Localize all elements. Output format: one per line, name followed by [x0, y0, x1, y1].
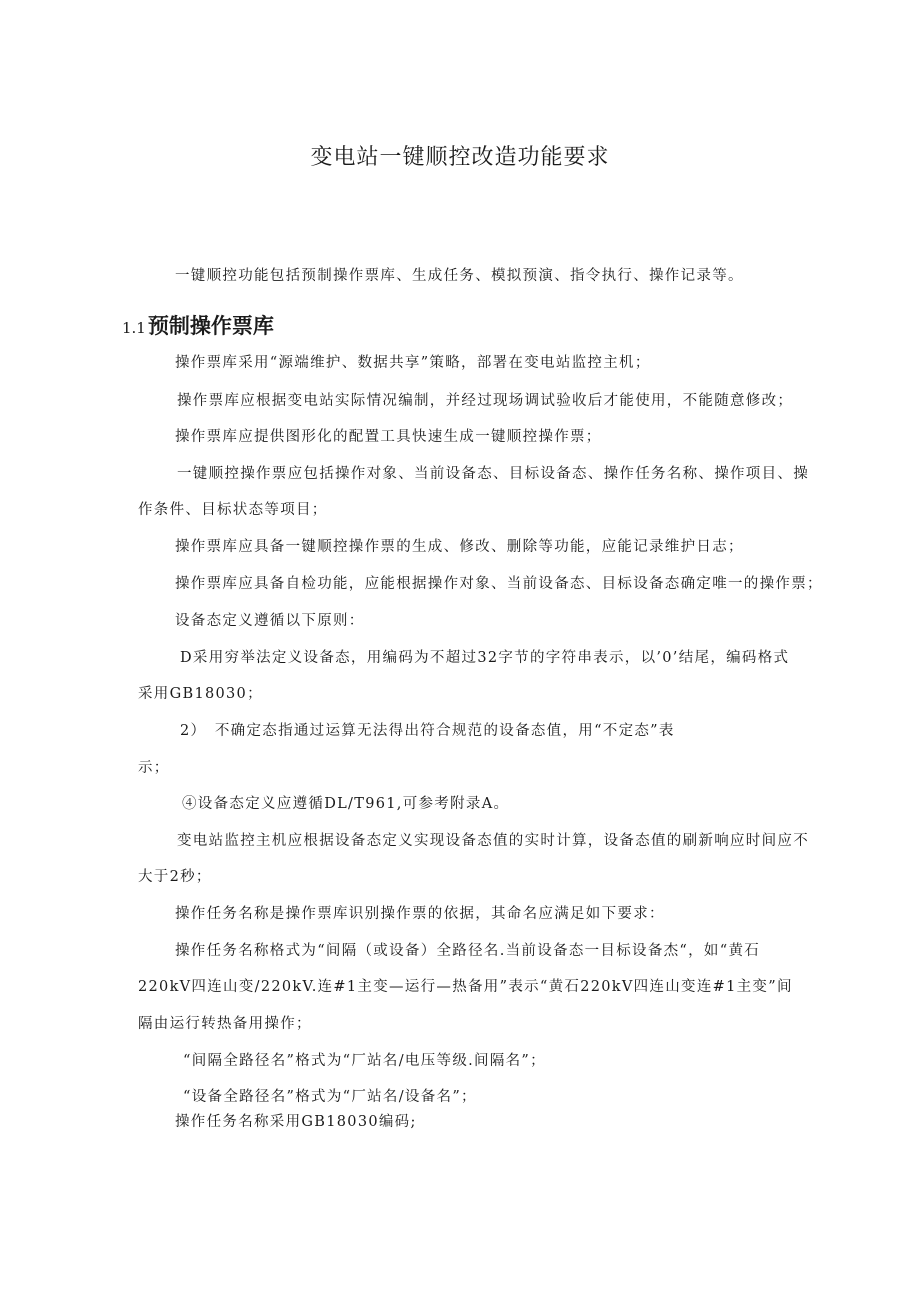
section-title: 预制操作票库: [147, 314, 274, 338]
body-line: 设备态定义遵循以下原则：: [175, 613, 365, 629]
body-line: 操作票库采用“源端维护、数据共享”策略，部署在变电站监控主机；: [175, 355, 651, 371]
body-line: 隔由运行转热备用操作；: [138, 1016, 312, 1032]
body-line: 作条件、目标状态等项目；: [138, 502, 328, 518]
body-line: 操作票库应具备一键顺控操作票的生成、修改、删除等功能，应能记录维护日志；: [175, 539, 744, 555]
body-line: 操作任务名称是操作票库识别操作票的依据，其命名应满足如下要求：: [175, 906, 665, 922]
body-line: D采用穷举法定义设备态，用编码为不超过32字节的字符串表示，以’0’结尾，编码格式: [180, 650, 790, 666]
body-line: 220kV四连山变/220kV.连#1主变—运行—热备用”表示“黄石220kV四连山变连#1主变”间: [138, 979, 793, 995]
body-line: 操作票库应提供图形化的配置工具快速生成一键顺控操作票；: [175, 429, 602, 445]
section-number: 1.1: [122, 319, 146, 337]
section-heading: [122, 310, 274, 340]
body-line: 操作票库应根据变电站实际情况编制，并经过现场调试验收后才能使用，不能随意修改；: [177, 393, 794, 409]
body-line: 变电站监控主机应根据设备态定义实现设备态值的实时计算，设备态值的刷新响应时间应不: [177, 833, 809, 849]
body-line: 操作票库应具备自检功能，应能根据操作对象、当前设备态、目标设备态确定唯一的操作票；: [175, 576, 823, 592]
body-line: 操作任务名称采用GB18030编码;: [175, 1114, 417, 1130]
body-line: 示；: [138, 760, 170, 776]
body-line: 一键顺控操作票应包括操作对象、当前设备态、目标设备态、操作任务名称、操作项目、操: [177, 466, 809, 482]
body-line: 操作任务名称格式为“间隔（或设备）全路径名.当前设备态一目标设备杰“，如“黄石: [175, 943, 761, 959]
document-title: 变电站一键顺控改造功能要求: [310, 145, 610, 170]
body-line: ④设备态定义应遵循DL/T961,可参考附录A。: [182, 796, 510, 812]
body-line: “设备全路径名”格式为“厂站名/设备名”；: [183, 1089, 477, 1105]
body-line: 采用GB18030；: [138, 686, 263, 702]
body-line: “间隔全路径名”格式为“厂站名/电压等级.间隔名”；: [183, 1053, 546, 1069]
intro-paragraph: 一键顺控功能包括预制操作票库、生成任务、模拟预演、指令执行、操作记录等。: [175, 268, 744, 284]
body-line: 大于2秒；: [138, 869, 212, 885]
body-line: 2） 不确定态指通过运算无法得出符合规范的设备态值，用“不定态”表: [180, 723, 675, 739]
